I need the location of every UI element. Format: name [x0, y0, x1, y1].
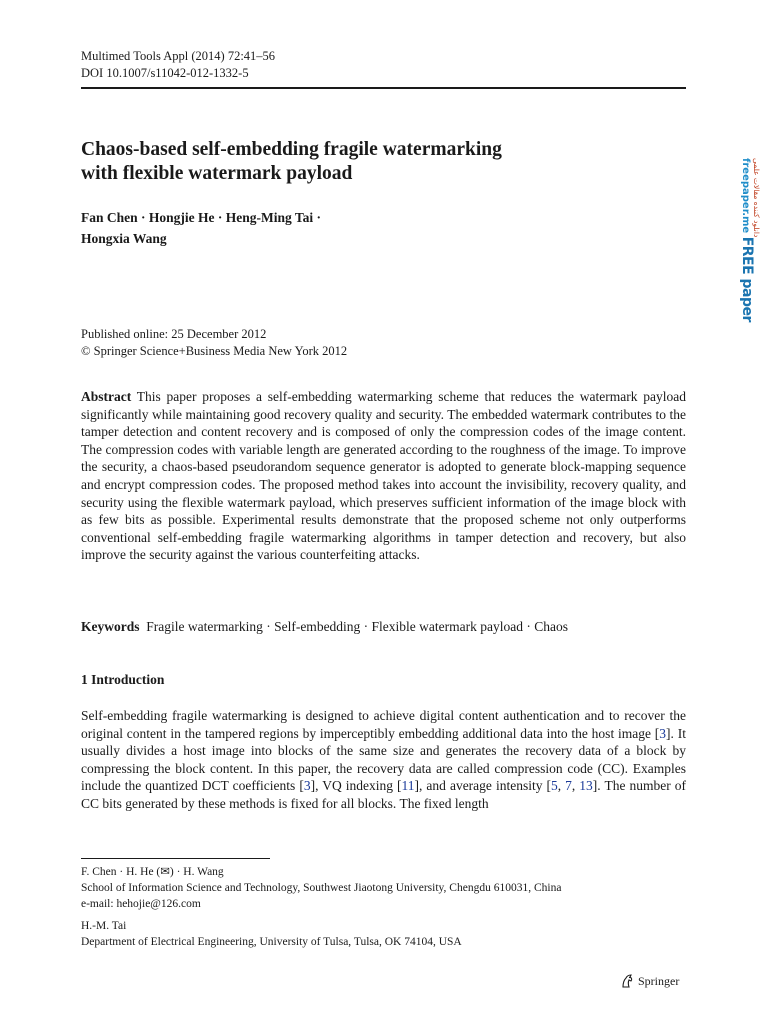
freepaper-logo-brand: FREE paper: [739, 236, 755, 322]
section-heading-introduction: 1 Introduction: [81, 672, 165, 687]
abstract-label: Abstract: [81, 389, 132, 404]
affiliation-2-names: H.-M. Tai: [81, 920, 127, 932]
affiliation-1-email[interactable]: e-mail: hehojie@126.com: [81, 898, 201, 910]
paper-title: [81, 138, 641, 186]
intro-text: ], and average intensity [: [414, 778, 551, 794]
journal-citation: Multimed Tools Appl (2014) 72:41–56: [81, 49, 276, 63]
copyright-notice: © Springer Science+Business Media New York 2012: [81, 344, 348, 358]
keywords-label: Keywords: [81, 619, 140, 634]
intro-text: ], VQ indexing [: [310, 778, 402, 794]
affiliation-2-institution: Department of Electrical Engineering, University of Tulsa, Tulsa, OK 74104, USA: [81, 936, 462, 948]
keywords-text: Fragile watermarking · Self-embedding · Flexible watermark payload · Chaos: [146, 619, 568, 634]
affiliation-1-institution: School of Information Science and Technology, Southwest Jiaotong University, Chengdu 610031, China: [81, 882, 562, 894]
paper-title-line1: Chaos-based self-embedding fragile watermarking: [81, 139, 502, 160]
intro-text: Self-embedding fragile watermarking is designed to achieve digital content authentication and to recover the original content in the tampered regions by imperceptibly embedding additional data into the host image [: [81, 708, 686, 741]
journal-info: [81, 48, 275, 82]
citation-link[interactable]: 5: [550, 778, 558, 794]
citation-link[interactable]: 7: [565, 778, 572, 794]
publisher-logo: [620, 973, 679, 989]
freepaper-logo-arabic: دانلود کننده مقالات علمی: [752, 158, 761, 238]
journal-doi: DOI 10.1007/s11042-012-1332-5: [81, 66, 249, 80]
published-date: Published online: 25 December 2012: [81, 327, 267, 341]
citation-link[interactable]: 13: [579, 778, 593, 794]
header-rule: [81, 87, 686, 89]
paper-title-line2: with flexible watermark payload: [81, 163, 353, 184]
freepaper-logo-site: freepaper.me: [740, 158, 751, 234]
footnote-rule: [81, 858, 270, 859]
intro-text: ,: [557, 778, 566, 794]
publication-info: [81, 326, 347, 360]
freepaper-logo[interactable]: [731, 158, 761, 322]
intro-text: ]. It usually divides a host image into blocks of the same size and generates the recovery data of a block by compressing the block content. In this paper, the recovery data are called compression code (CC). Examples include the quantized DCT coefficients [: [81, 725, 686, 794]
introduction-paragraph: [81, 707, 686, 813]
keywords: [81, 618, 686, 636]
affiliation-1: [81, 864, 686, 912]
author-list: [81, 207, 481, 249]
author-line2: Hongxia Wang: [81, 231, 167, 246]
abstract: [81, 388, 686, 564]
intro-text: ,: [571, 778, 580, 794]
affiliation-2: [81, 918, 686, 950]
abstract-text: This paper proposes a self-embedding watermarking scheme that reduces the watermark payload significantly while maintaining good recovery quality and security. The embedded watermark contributes to the tamper detection and content recovery and is composed of only the compression codes of the image content. The compression codes with variable length are generated according to the roughness of the image. To improve the security, a chaos-based pseudorandom sequence generator is adopted to generate block-mapping sequence and encrypt compression codes. The proposed method takes into account the invisibility, recovery quality, and security using the flexible watermark payload, which preserves sufficient information of the image block with as few bits as possible. Experimental results demonstrate that the proposed scheme not only outperforms conventional self-embedding fragile watermarking algorithms in tamper detection and recovery, but also improve the security against the various counterfeiting attacks.: [81, 389, 686, 563]
intro-text: ]. The number of CC bits generated by these methods is fixed for all blocks. The fixed length: [81, 778, 686, 811]
citation-link[interactable]: 3: [303, 778, 311, 794]
publisher-name: Springer: [638, 974, 680, 988]
affiliation-1-names: F. Chen · H. He (✉) · H. Wang: [81, 866, 224, 878]
springer-horse-icon: [620, 974, 634, 989]
author-line1: Fan Chen · Hongjie He · Heng-Ming Tai ·: [81, 210, 322, 225]
citation-link[interactable]: 11: [401, 778, 415, 794]
citation-link[interactable]: 3: [659, 725, 667, 741]
